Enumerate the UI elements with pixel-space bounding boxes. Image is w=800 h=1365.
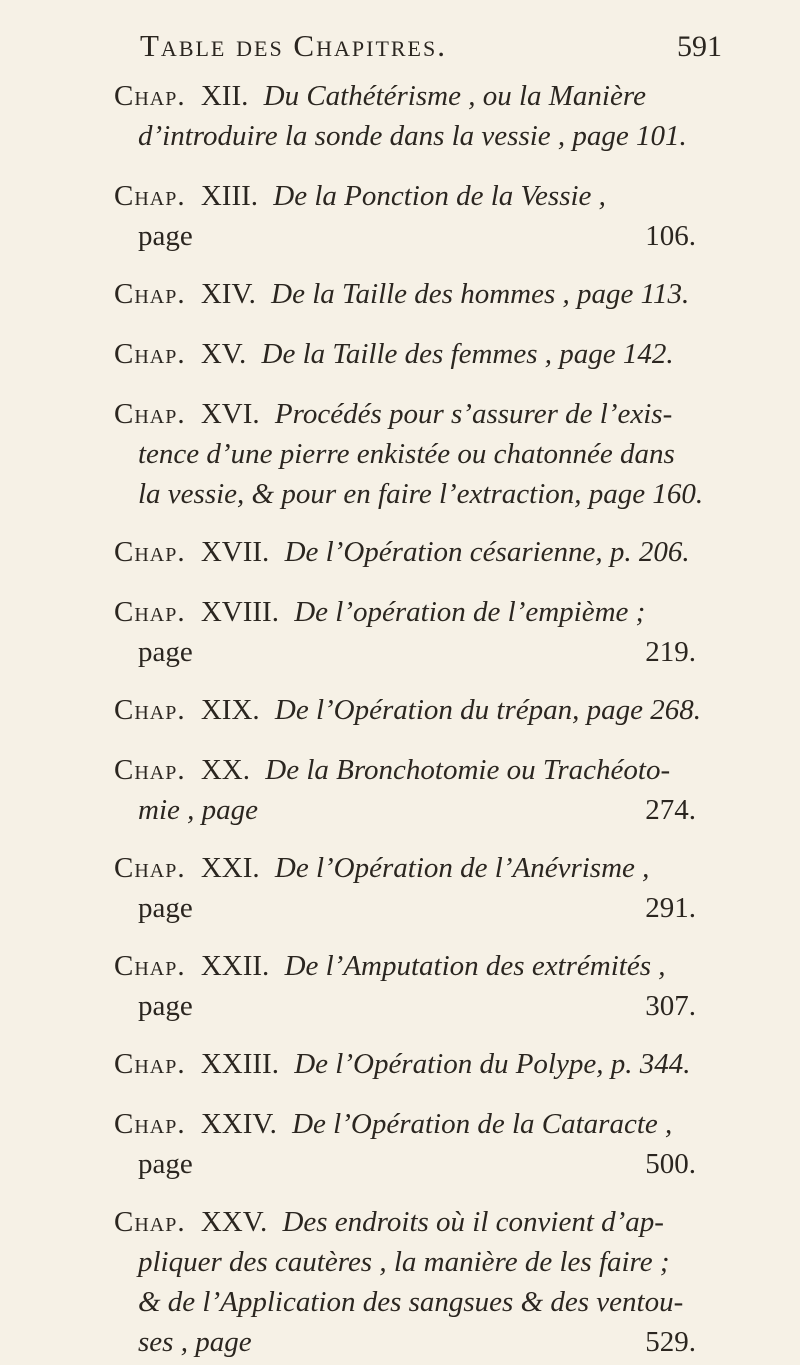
page-reference: 219. bbox=[645, 636, 696, 668]
chap-title: De l’Opération du trépan, page 268. bbox=[274, 694, 701, 726]
running-title-text: Table des Chapitres. bbox=[140, 28, 447, 63]
toc-line bbox=[114, 1048, 690, 1081]
chap-title: De l’Opération de l’Anévrisme , bbox=[274, 852, 650, 884]
chap-title: Des endroits où il convient d’ap- bbox=[282, 1206, 664, 1238]
toc-line bbox=[114, 180, 606, 213]
chap-title: De l’Opération de la Cataracte , bbox=[292, 1108, 673, 1140]
page-label: page bbox=[138, 990, 193, 1022]
page-reference: 291. bbox=[645, 892, 696, 924]
toc-line bbox=[114, 278, 689, 311]
chap-label: Chap. bbox=[114, 852, 186, 884]
chap-label: Chap. bbox=[114, 180, 186, 212]
toc-line: & de l’Application des sangsues & des ventou- bbox=[138, 1286, 684, 1318]
chap-number: XVIII. bbox=[200, 596, 279, 628]
toc-line bbox=[114, 754, 670, 787]
chap-number: XXIV. bbox=[200, 1108, 277, 1140]
chap-label: Chap. bbox=[114, 278, 186, 310]
page-label: page bbox=[138, 892, 193, 924]
chap-label: Chap. bbox=[114, 596, 186, 628]
toc-line bbox=[114, 852, 649, 885]
chap-number: XII. bbox=[200, 80, 249, 112]
chap-label: Chap. bbox=[114, 1108, 186, 1140]
page-number: 591 bbox=[677, 30, 722, 63]
page-reference: 274. bbox=[645, 794, 696, 826]
chap-title: Procédés pour s’assurer de l’exis- bbox=[274, 398, 673, 430]
page-reference: 307. bbox=[645, 990, 696, 1022]
page-reference: 500. bbox=[645, 1148, 696, 1180]
toc-line bbox=[114, 1108, 672, 1141]
toc-line bbox=[114, 80, 646, 113]
toc-line bbox=[114, 338, 674, 371]
toc-line bbox=[114, 694, 701, 727]
chap-title: De la Bronchotomie ou Trachéoto- bbox=[265, 754, 671, 786]
toc-line bbox=[114, 536, 690, 569]
page-label: page bbox=[138, 636, 193, 668]
chap-number: XXV. bbox=[200, 1206, 268, 1238]
toc-line: d’introduire la sonde dans la vessie , page 101. bbox=[138, 120, 687, 152]
chap-label: Chap. bbox=[114, 1048, 186, 1080]
chap-title: Du Cathétérisme , ou la Manière bbox=[263, 80, 646, 112]
chap-number: XIV. bbox=[200, 278, 256, 310]
toc-line: ses , page bbox=[138, 1326, 252, 1358]
chap-label: Chap. bbox=[114, 694, 186, 726]
running-title bbox=[140, 28, 700, 64]
chap-number: XVII. bbox=[200, 536, 270, 568]
chap-label: Chap. bbox=[114, 338, 186, 370]
toc-line: tence d’une pierre enkistée ou chatonnée dans bbox=[138, 438, 675, 470]
chap-title: De la Taille des femmes , page 142. bbox=[261, 338, 674, 370]
toc-line bbox=[114, 596, 645, 629]
toc-line bbox=[114, 1206, 664, 1239]
chap-title: De l’opération de l’empième ; bbox=[294, 596, 646, 628]
page-reference: 106. bbox=[645, 220, 696, 252]
chap-label: Chap. bbox=[114, 1206, 186, 1238]
chap-title: De la Ponction de la Vessie , bbox=[273, 180, 606, 212]
chap-number: XIX. bbox=[200, 694, 260, 726]
chap-number: XVI. bbox=[200, 398, 260, 430]
chap-label: Chap. bbox=[114, 950, 186, 982]
chap-number: XXII. bbox=[200, 950, 270, 982]
chap-number: XIII. bbox=[200, 180, 259, 212]
chap-label: Chap. bbox=[114, 536, 186, 568]
chap-title: De la Taille des hommes , page 113. bbox=[271, 278, 690, 310]
chap-title: De l’Opération césarienne, p. 206. bbox=[284, 536, 690, 568]
chap-label: Chap. bbox=[114, 754, 186, 786]
chap-title: De l’Amputation des extrémités , bbox=[284, 950, 666, 982]
chap-title: De l’Opération du Polype, p. 344. bbox=[294, 1048, 691, 1080]
chap-number: XXI. bbox=[200, 852, 260, 884]
toc-line bbox=[114, 398, 672, 431]
chap-label: Chap. bbox=[114, 398, 186, 430]
chap-label: Chap. bbox=[114, 80, 186, 112]
chap-number: XX. bbox=[200, 754, 250, 786]
page-label: page bbox=[138, 1148, 193, 1180]
page-reference: 529. bbox=[645, 1326, 696, 1358]
toc-line: la vessie, & pour en faire l’extraction, page 160. bbox=[138, 478, 704, 510]
toc-line: pliquer des cautères , la manière de les faire ; bbox=[138, 1246, 670, 1278]
chap-number: XV. bbox=[200, 338, 247, 370]
toc-line bbox=[114, 950, 666, 983]
chap-number: XXIII. bbox=[200, 1048, 279, 1080]
page-label: page bbox=[138, 220, 193, 252]
toc-line: mie , page bbox=[138, 794, 258, 826]
